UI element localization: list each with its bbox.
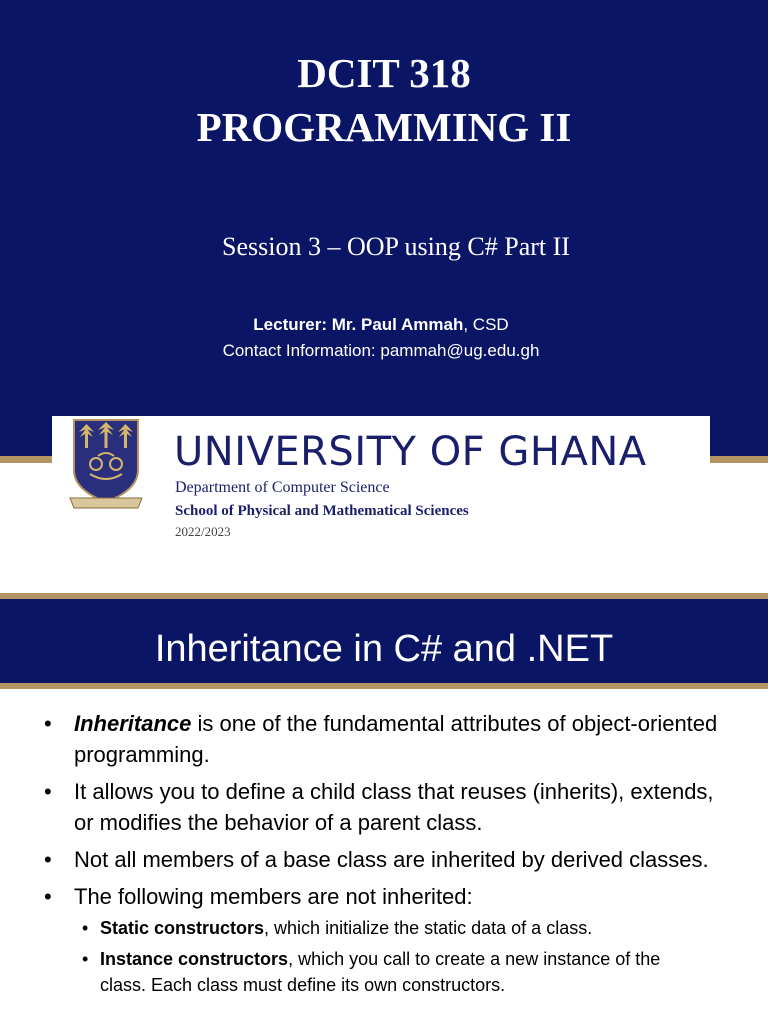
sub-bullet-list [34, 915, 728, 998]
bullet-text: The following members are not inherited: [74, 884, 473, 909]
lecturer-dept: , CSD [463, 315, 509, 334]
academic-year: 2022/2023 [175, 524, 231, 539]
contact-info: Contact Information: pammah@ug.edu.gh [222, 341, 540, 360]
session-title: Session 3 – OOP using C# Part II [222, 232, 570, 261]
bullet-emphasis: Inheritance [74, 711, 192, 736]
course-code: DCIT 318 [297, 50, 471, 96]
sub-bullet-emphasis: Instance constructors [100, 949, 289, 969]
bullet-text: It allows you to define a child class that reuses (inherits), extends, or modifies the behavior of a parent class. [74, 779, 714, 835]
bullet-text: Not all members of a base class are inherited by derived classes. [74, 847, 709, 872]
bullet-item [0, 708, 768, 770]
university-name: UNIVERSITY OF GHANA [174, 429, 647, 475]
slide2-bottom-divider [0, 683, 768, 689]
department-name: Department of Computer Science [175, 479, 390, 496]
bullet-list [0, 708, 768, 1004]
sub-bullet-emphasis: Static constructors [100, 918, 265, 938]
sub-bullet-text: , which initialize the static data of a class. [264, 918, 593, 938]
slide2-title: Inheritance in C# and .NET [154, 628, 614, 670]
sub-bullet-text: , which you call to create a new instance of the class. Each class must define its own constructors. [100, 949, 661, 995]
bullet-item [0, 776, 768, 838]
university-crest-icon [68, 418, 144, 510]
lecturer-name: Lecturer: Mr. Paul Ammah [253, 315, 464, 334]
bullet-item [0, 881, 768, 998]
bullet-text: is one of the fundamental attributes of object-oriented programming. [74, 711, 718, 767]
course-title: PROGRAMMING II [196, 104, 572, 150]
lecturer-line [0, 314, 762, 336]
sub-bullet-item [34, 915, 728, 941]
sub-bullet-item [34, 946, 728, 998]
bullet-item [0, 844, 768, 875]
school-name: School of Physical and Mathematical Sciences [175, 503, 469, 519]
